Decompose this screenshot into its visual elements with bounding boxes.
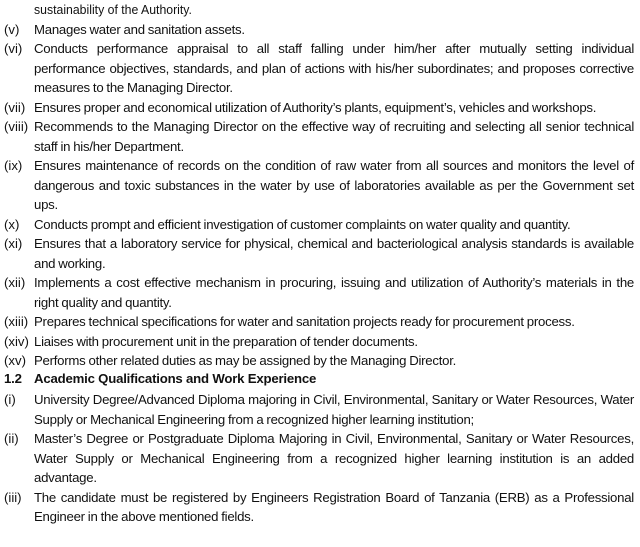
item-text: Performs other related duties as may be assigned by the Managing Director. [34, 353, 457, 368]
item-number: (iii) [4, 489, 22, 505]
qualifications-list [0, 390, 640, 527]
item-number: (xi) [4, 236, 23, 251]
item-number: (ii) [4, 431, 19, 446]
list-item [0, 312, 640, 332]
item-text: Manages water and sanitation assets. [34, 21, 245, 37]
item-number: (x) [4, 216, 20, 232]
list-item [0, 156, 640, 215]
item-number: (xiii) [4, 314, 29, 329]
list-item [0, 351, 640, 371]
section-title: Academic Qualifications and Work Experience [34, 371, 317, 386]
list-item [0, 39, 640, 98]
item-text: The candidate must be registered by Engineers Registration Board of Tanzania (ERB) as a Professional Engineer in the above mentioned fields. [34, 489, 634, 524]
list-item [0, 273, 640, 312]
list-item [0, 98, 640, 118]
item-number: (xiv) [4, 333, 29, 349]
duties-list [0, 20, 640, 371]
item-text: Master’s Degree or Postgraduate Diploma Majoring in Civil, Environmental, Sanitary or Water Resources, Water Supply or Mechanical Engineering from a recognized higher learning institution is an added advantage. [34, 431, 634, 485]
item-text: Conducts prompt and efficient investigation of customer complaints on water quality and quantity. [34, 216, 571, 232]
item-text: Recommends to the Managing Director on the effective way of recruiting and selecting all senior technical staff in his/her Department. [34, 119, 634, 154]
list-item [0, 332, 640, 352]
item-text: University Degree/Advanced Diploma majoring in Civil, Environmental, Sanitary or Water Resources, Water Supply or Mechanical Engineering from a recognized higher learning institution; [34, 392, 634, 427]
list-item [0, 234, 640, 273]
item-text: Ensures that a laboratory service for physical, chemical and bacteriological analysis standards is available and working. [34, 236, 634, 271]
item-text: Implements a cost effective mechanism in procuring, issuing and utilization of Authority’s materials in the right quality and quantity. [34, 275, 634, 310]
item-number: (vi) [4, 41, 23, 56]
item-number: (ix) [4, 158, 23, 173]
item-text: Conducts performance appraisal to all staff falling under him/her after mutually setting individual performance objectives, standards, and plan of actions with his/her subordinates; and proposes corrective measures to the Managing Director. [34, 41, 634, 95]
item-number: (xii) [4, 275, 26, 290]
item-number: (vii) [4, 99, 26, 115]
item-text: Prepares technical specifications for water and sanitation projects ready for procurement process. [34, 314, 575, 329]
item-text: Liaises with procurement unit in the preparation of tender documents. [34, 333, 418, 349]
list-item [0, 429, 640, 488]
list-item [0, 488, 640, 527]
list-item [0, 117, 640, 156]
section-number: 1.2 [4, 371, 22, 386]
item-text: Ensures proper and economical utilization of Authority’s plants, equipment’s, vehicles and workshops. [34, 99, 597, 115]
item-text: Ensures maintenance of records on the condition of raw water from all sources and monitors the level of dangerous and toxic substances in the water by use of laboratories available as per the Government set ups. [34, 158, 634, 212]
continuation-text: sustainability of the Authority. [34, 2, 192, 17]
item-number: (i) [4, 392, 16, 407]
list-item [0, 390, 640, 429]
item-number: (v) [4, 21, 20, 37]
list-item [0, 20, 640, 40]
section-heading [4, 369, 316, 389]
item-number: (xv) [4, 353, 26, 368]
list-item [0, 215, 640, 235]
item-number: (viii) [4, 119, 29, 134]
